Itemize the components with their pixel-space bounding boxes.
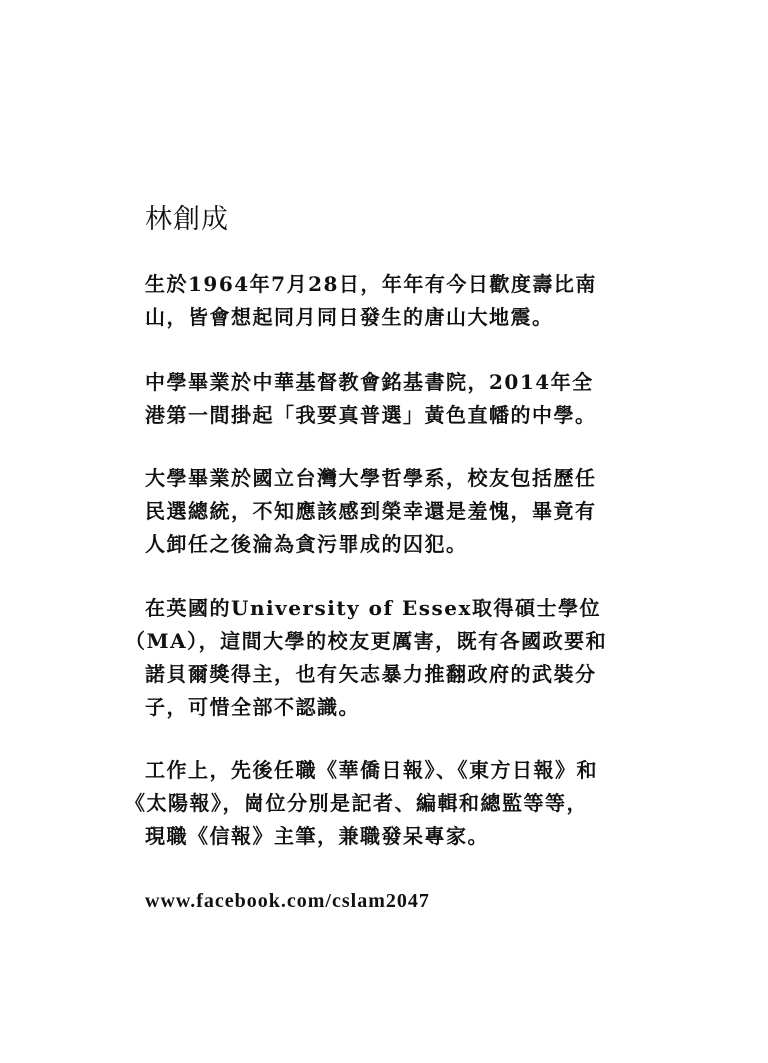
bio-paragraph-masters xyxy=(125,592,635,724)
bio-paragraph-birth xyxy=(145,268,635,334)
bio-paragraph-career xyxy=(125,754,635,853)
paragraph-line: 山，皆會想起同月同日發生的唐山大地震。 xyxy=(145,305,554,329)
paragraph-line: 中學畢業於中華基督教會銘基書院，2014年全 xyxy=(145,370,594,394)
paragraph-line: 諾貝爾獎得主，也有矢志暴力推翻政府的武裝分 xyxy=(145,662,597,686)
paragraph-line: 民選總統，不知應該感到榮幸還是羞愧，畢竟有 xyxy=(145,499,597,523)
paragraph-line: 港第一間掛起「我要真普選」黃色直幡的中學。 xyxy=(145,403,597,427)
paragraph-line: 《太陽報》，崗位分別是記者、編輯和總監等等， xyxy=(125,791,588,815)
paragraph-line: 工作上，先後任職《華僑日報》、《東方日報》和 xyxy=(145,758,598,782)
website-link[interactable]: www.facebook.com/cslam2047 xyxy=(145,890,430,912)
paragraph-line: 大學畢業於國立台灣大學哲學系，校友包括歷任 xyxy=(145,466,597,490)
author-name: 林創成 xyxy=(145,204,229,235)
bio-paragraph-university xyxy=(145,462,635,561)
paragraph-line: 在英國的University of Essex取得碩士學位 xyxy=(145,596,601,620)
paragraph-line: 子，可惜全部不認識。 xyxy=(145,695,360,719)
paragraph-line: 生於1964年7月28日，年年有今日歡度壽比南 xyxy=(145,272,597,296)
bio-paragraph-secondary-school xyxy=(145,366,635,432)
paragraph-line: 人卸任之後淪為貪污罪成的囚犯。 xyxy=(145,532,468,556)
paragraph-line: （MA），這間大學的校友更厲害，既有各國政要和 xyxy=(125,629,608,653)
paragraph-line: 現職《信報》主筆，兼職發呆專家。 xyxy=(145,824,489,848)
